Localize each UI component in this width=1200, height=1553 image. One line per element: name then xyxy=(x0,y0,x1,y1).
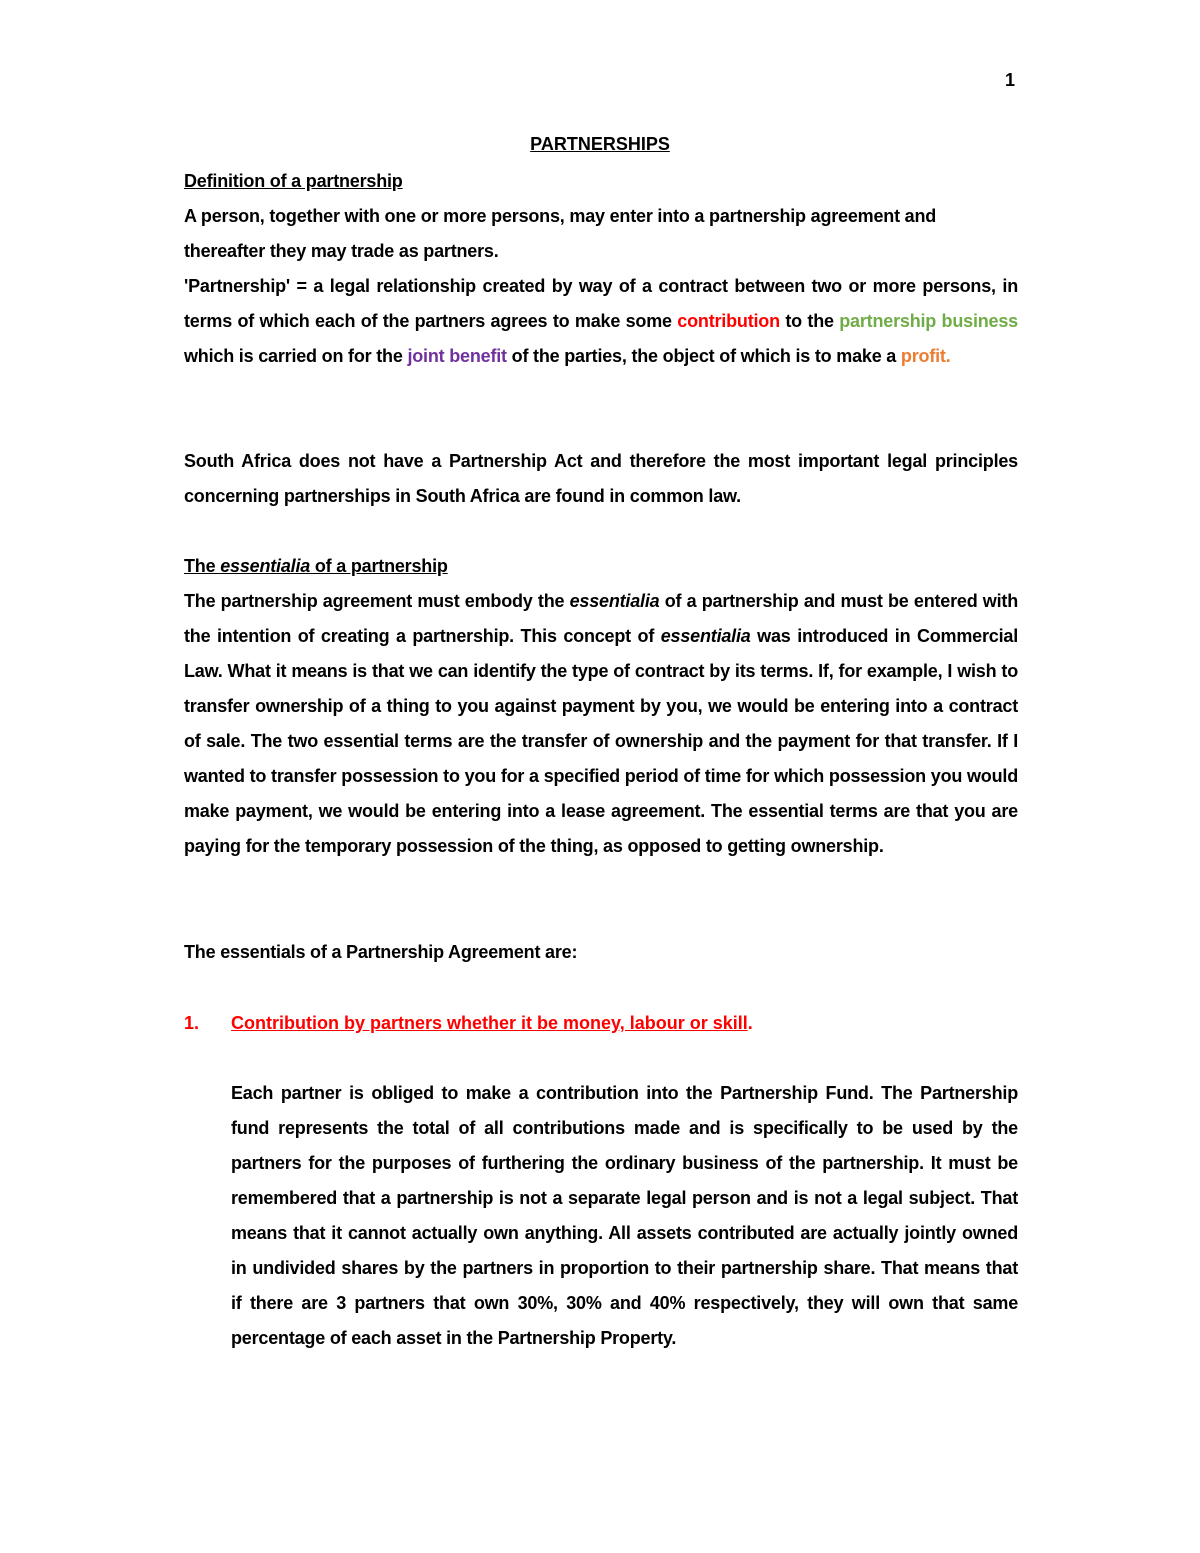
essentialia-heading xyxy=(184,549,1018,584)
definition-heading-text: Definition of a partnership xyxy=(184,171,403,191)
ess-text-3: was introduced in Commercial Law. What it means is that we can identify the type of contract by its terms. If, for example, I wish to transfer ownership of a thing to you against payment by you, we would be entering into a contract of sale. The two essential terms are the transfer of ownership and the payment for that transfer. If I wanted to transfer possession to you for a specified period of time for which possession you would make payment, we would be entering into a lease agreement. The essential terms are that you are paying for the temporary possession of the thing, as opposed to getting ownership. xyxy=(184,626,1019,856)
definition-heading xyxy=(184,164,1018,199)
def-text-6: . xyxy=(945,346,951,366)
ess-italic-2: essentialia xyxy=(660,626,751,646)
sa-text-1: South Africa does xyxy=(184,451,348,471)
ess-italic-1: essentialia xyxy=(569,591,660,611)
sa-text-2: have a Partnership Act and therefore the most important legal principles concerning partnerships in South Africa are found in common law. xyxy=(184,451,1018,506)
list-item-heading-end: . xyxy=(747,1013,753,1033)
list-item-body: Each partner is obliged to make a contribution into the Partnership Fund. The Partnership fund represents the total of all contributions made and is specifically to be used by the partners for the purposes of furthering the ordinary business of the partnership. It must be remembered that a partnership is not a separate legal person and is not a legal subject. That means that it cannot actually own anything. All assets contributed are actually jointly owned in undivided shares by the partners in proportion to their partnership share. That means that if there are 3 partners that own 30%, 30% and 40% respectively, they will own that same percentage of each asset in the Partnership Property. xyxy=(231,1083,1018,1348)
essentialia-heading-text xyxy=(184,556,448,576)
def-contract: contract xyxy=(658,276,728,296)
essentialia-paragraph xyxy=(184,584,1018,864)
def-text-1: 'Partnership' = a legal relationship created by way of a xyxy=(184,276,659,296)
def-partnership-business: partnership business xyxy=(839,311,1018,331)
list-item-number: 1. xyxy=(184,1013,200,1033)
def-text-5: of the parties, the object of which is to make a xyxy=(506,346,901,366)
page-number: 1 xyxy=(1005,70,1016,90)
def-contribution: contribution xyxy=(677,311,780,331)
definition-paragraph xyxy=(184,269,1018,374)
ess-heading-italic: essentialia xyxy=(220,556,311,576)
ess-text-2: of a partnership and must be entered with the intention of creating a partnership. This concept of xyxy=(184,591,1018,646)
def-text-3: to the xyxy=(779,311,840,331)
sa-not: not xyxy=(347,451,376,471)
def-text-2: between two or more persons, in terms of which each of the partners agrees to make some xyxy=(184,276,1018,331)
ess-text-1: The partnership agreement must embody the xyxy=(184,591,570,611)
definition-intro: A person, together with one or more persons, may enter into a partnership agreement and thereafter they may trade as partners. xyxy=(184,206,937,261)
def-joint-benefit: joint benefit xyxy=(407,346,507,366)
def-text-4: which is carried on for the xyxy=(184,346,408,366)
def-profit: profit xyxy=(900,346,946,366)
list-item-heading xyxy=(231,1006,753,1041)
document-title: PARTNERSHIPS xyxy=(530,134,670,154)
list-item-heading-text: Contribution by partners whether it be money, labour or skill xyxy=(231,1013,748,1033)
ess-heading-1: The xyxy=(184,556,221,576)
ess-heading-2: of a partnership xyxy=(310,556,448,576)
essentials-list-intro: The essentials of a Partnership Agreement are: xyxy=(184,942,578,962)
south-africa-paragraph xyxy=(184,444,1018,514)
